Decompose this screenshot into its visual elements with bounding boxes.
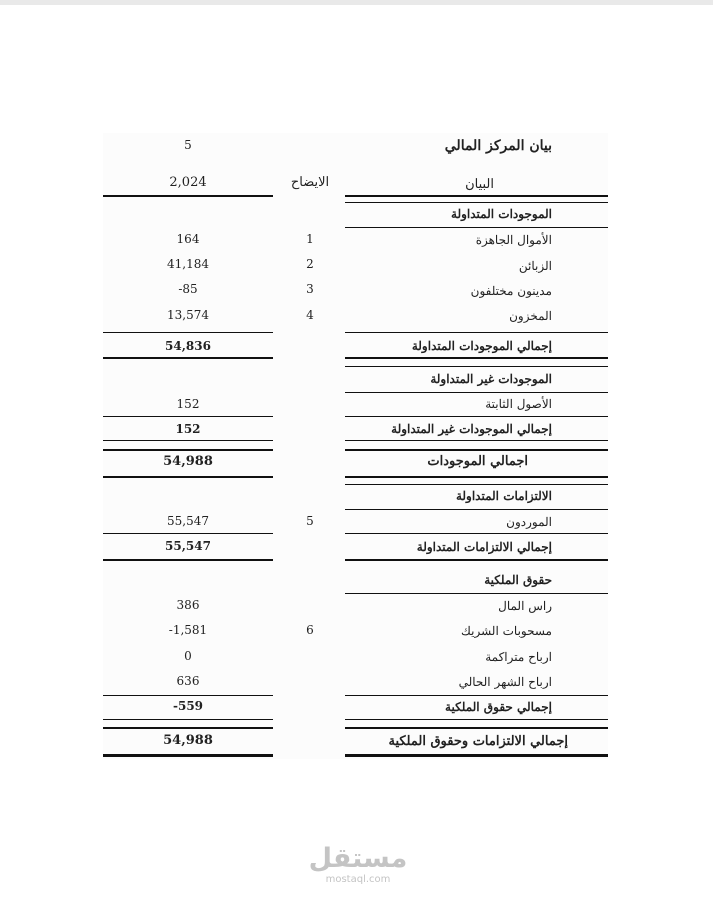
row-value-current-month-profit: 636 — [176, 674, 200, 688]
non-current-assets-total-value: 152 — [175, 422, 201, 436]
current-liabilities-heading: الالتزامات المتداولة — [455, 489, 552, 503]
rule — [345, 476, 608, 478]
rule — [345, 332, 608, 333]
rule — [345, 533, 608, 534]
rule — [345, 559, 608, 561]
row-label-drawings: مسحوبات الشريك — [461, 624, 552, 638]
mostaql-watermark — [300, 844, 416, 886]
current-assets-total-label: إجمالي الموجودات المتداولة — [411, 339, 552, 353]
equity-total-value: -559 — [172, 699, 204, 713]
row-label-retained-earnings: ارباح متراكمة — [485, 650, 552, 664]
row-value-debtors: -85 — [178, 282, 198, 296]
rule — [345, 227, 608, 228]
row-value-retained-earnings: 0 — [184, 649, 192, 663]
rule — [345, 416, 608, 417]
rule — [345, 509, 608, 510]
rule — [345, 695, 608, 696]
row-label-cash: الأموال الجاهزة — [475, 233, 552, 247]
rule — [345, 392, 608, 393]
current-liabilities-total-label: إجمالي الالتزامات المتداولة — [416, 540, 552, 554]
row-label-inventory: المخزون — [509, 309, 552, 323]
row-label-debtors: مدينون مختلفون — [470, 284, 552, 298]
rule — [345, 366, 608, 367]
grand-total-value: 54,988 — [163, 733, 213, 748]
rule — [103, 719, 273, 720]
row-label-current-month-profit: ارباح الشهر الحالي — [458, 675, 552, 689]
row-value-capital: 386 — [176, 598, 200, 612]
rule — [345, 357, 608, 359]
current-assets-total-value: 54,836 — [165, 339, 211, 353]
rule — [103, 449, 273, 451]
rule — [103, 559, 273, 561]
rule — [345, 449, 608, 451]
row-note-debtors: 3 — [306, 282, 314, 296]
rule — [103, 533, 273, 534]
row-value-drawings: -1,581 — [168, 623, 208, 637]
row-note-cash: 1 — [306, 232, 314, 246]
rule — [345, 440, 608, 441]
rule — [103, 416, 273, 417]
row-note-customers: 2 — [306, 257, 314, 271]
balance-sheet — [103, 133, 608, 759]
rule — [345, 754, 608, 757]
non-current-assets-heading: الموجودات غير المتداولة — [430, 372, 552, 386]
rule — [103, 357, 273, 359]
header-rule-values — [103, 195, 273, 197]
row-value-inventory: 13,574 — [167, 308, 209, 322]
header-rule-labels — [345, 195, 608, 197]
equity-heading: حقوق الملكية — [484, 573, 552, 587]
row-note-inventory: 4 — [306, 308, 314, 322]
statement-number: 5 — [184, 138, 192, 152]
row-label-suppliers: الموردون — [506, 515, 552, 529]
row-value-customers: 41,184 — [167, 257, 209, 271]
header-year: 2,024 — [169, 175, 207, 190]
row-value-fixed-assets: 152 — [176, 397, 200, 411]
rule — [345, 593, 608, 594]
non-current-assets-total-label: إجمالي الموجودات غير المتداولة — [391, 422, 552, 436]
rule — [345, 719, 608, 720]
row-label-fixed-assets: الأصول الثابتة — [485, 397, 552, 411]
grand-total-label: إجمالي الالتزامات وحقوق الملكية — [388, 734, 568, 749]
header-description: البيان — [465, 177, 494, 192]
current-assets-heading: الموجودات المتداولة — [451, 207, 552, 221]
watermark-latin: mostaql.com — [325, 874, 391, 885]
row-note-suppliers: 5 — [306, 514, 314, 528]
total-assets-label: اجمالي الموجودات — [427, 454, 528, 469]
header-note: الايضاح — [290, 175, 330, 190]
rule — [103, 695, 273, 696]
row-note-drawings: 6 — [306, 623, 314, 637]
rule — [103, 727, 273, 729]
row-label-capital: راس المال — [498, 599, 552, 613]
rule — [103, 754, 273, 757]
rule — [345, 727, 608, 729]
rule — [345, 202, 608, 203]
current-liabilities-total-value: 55,547 — [165, 539, 211, 553]
equity-total-label: إجمالي حقوق الملكية — [445, 700, 552, 714]
rule — [345, 484, 608, 485]
row-label-customers: الزبائن — [518, 259, 552, 273]
total-assets-value: 54,988 — [163, 454, 213, 469]
row-value-cash: 164 — [176, 232, 200, 246]
statement-title: بيان المركز المالي — [444, 138, 552, 154]
rule — [103, 332, 273, 333]
row-value-suppliers: 55,547 — [167, 514, 209, 528]
rule — [103, 440, 273, 441]
top-edge-bar — [0, 0, 713, 5]
rule — [103, 476, 273, 478]
watermark-arabic: مستقل — [308, 843, 408, 874]
